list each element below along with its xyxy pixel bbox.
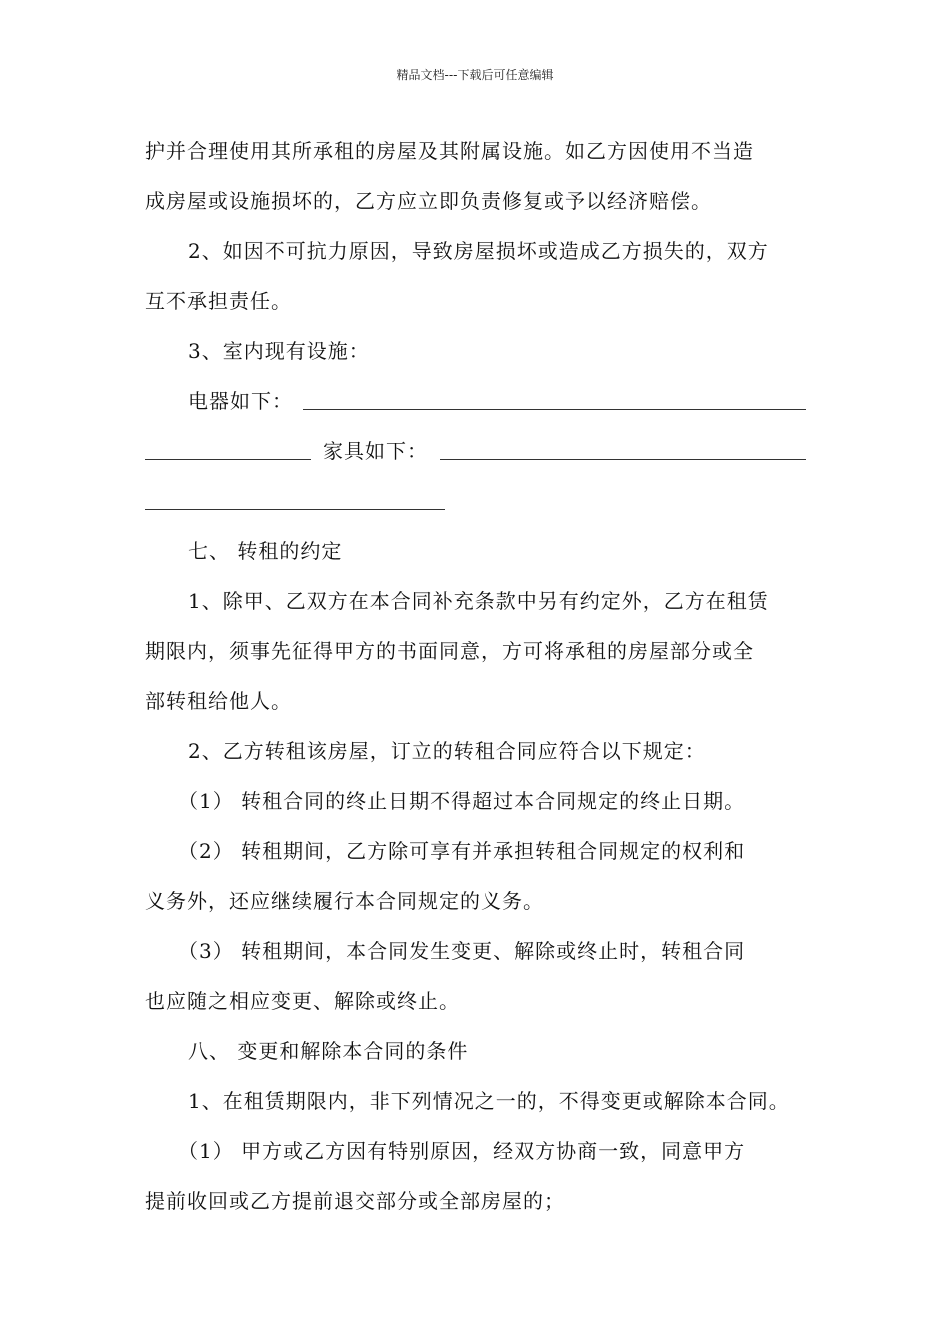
body-line: 互不承担责任。 <box>145 289 292 313</box>
body-line: 2、如因不可抗力原因，导致房屋损坏或造成乙方损失的，双方 <box>188 239 769 263</box>
body-line: 提前收回或乙方提前退交部分或全部房屋的； <box>145 1189 565 1213</box>
appliances-blank-line <box>303 409 806 410</box>
body-line: 义务外，还应继续履行本合同规定的义务。 <box>145 889 544 913</box>
appliances-label: 电器如下： <box>188 389 293 413</box>
body-line: 成房屋或设施损坏的，乙方应立即负责修复或予以经济赔偿。 <box>145 189 712 213</box>
body-line: （2） 转租期间，乙方除可享有并承担转租合同规定的权利和 <box>178 839 746 863</box>
body-line: （1） 甲方或乙方因有特别原因，经双方协商一致，同意甲方 <box>178 1139 746 1163</box>
body-line: （1） 转租合同的终止日期不得超过本合同规定的终止日期。 <box>178 789 746 813</box>
body-line: （3） 转租期间，本合同发生变更、解除或终止时，转租合同 <box>178 939 746 963</box>
body-line: 部转租给他人。 <box>145 689 292 713</box>
section-heading: 七、 转租的约定 <box>188 539 343 563</box>
section-heading: 八、 变更和解除本合同的条件 <box>188 1039 469 1063</box>
body-line: 1、除甲、乙双方在本合同补充条款中另有约定外，乙方在租赁 <box>188 589 769 613</box>
body-line: 1、在租赁期限内，非下列情况之一的，不得变更或解除本合同。 <box>188 1089 790 1113</box>
body-line: 期限内，须事先征得甲方的书面同意，方可将承租的房屋部分或全 <box>145 639 754 663</box>
furniture-blank-line <box>440 459 806 460</box>
furniture-blank-line-continued <box>145 509 445 510</box>
furniture-label: 家具如下： <box>323 439 428 463</box>
page-header: 精品文档---下载后可任意编辑 <box>396 68 554 82</box>
appliances-blank-line-continued <box>145 459 311 460</box>
body-line: 也应随之相应变更、解除或终止。 <box>145 989 460 1013</box>
body-line: 3、室内现有设施： <box>188 339 370 363</box>
body-line: 2、乙方转租该房屋，订立的转租合同应符合以下规定： <box>188 739 706 763</box>
body-line: 护并合理使用其所承租的房屋及其附属设施。如乙方因使用不当造 <box>145 139 754 163</box>
